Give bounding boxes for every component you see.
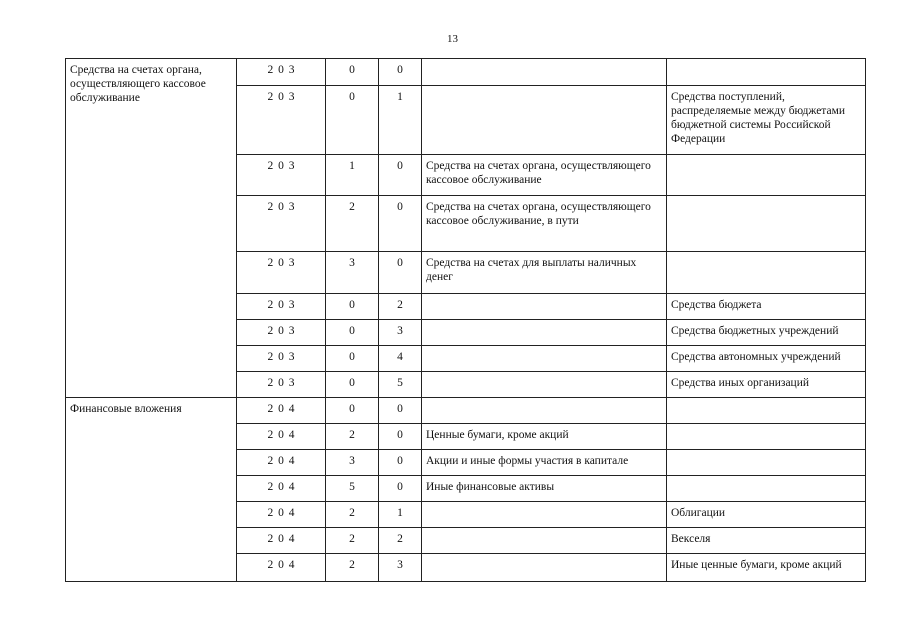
kosgu-digit-2-cell: 0: [379, 252, 422, 294]
kosgu-digit-2-cell: 0: [379, 450, 422, 476]
note-cell: [667, 476, 866, 502]
account-code-cell: 2 0 3: [237, 196, 326, 252]
account-code-cell: 2 0 3: [237, 346, 326, 372]
note-cell: [667, 424, 866, 450]
kosgu-digit-1-cell: 2: [326, 424, 379, 450]
description-cell: [422, 502, 667, 528]
description-cell: [422, 59, 667, 86]
account-code-cell: 2 0 3: [237, 155, 326, 196]
kosgu-digit-2-cell: 2: [379, 294, 422, 320]
kosgu-digit-2-cell: 0: [379, 59, 422, 86]
kosgu-digit-1-cell: 0: [326, 86, 379, 155]
note-cell: Облигации: [667, 502, 866, 528]
account-code-cell: 2 0 4: [237, 424, 326, 450]
description-cell: Средства на счетах для выплаты наличных денег: [422, 252, 667, 294]
description-cell: [422, 372, 667, 398]
account-code-cell: 2 0 3: [237, 86, 326, 155]
description-cell: [422, 528, 667, 554]
kosgu-digit-1-cell: 0: [326, 320, 379, 346]
note-cell: Векселя: [667, 528, 866, 554]
description-cell: Средства на счетах органа, осуществляющего кассовое обслуживание: [422, 155, 667, 196]
kosgu-digit-1-cell: 5: [326, 476, 379, 502]
kosgu-digit-1-cell: 2: [326, 502, 379, 528]
account-codes-table: [65, 58, 866, 582]
kosgu-digit-2-cell: 4: [379, 346, 422, 372]
kosgu-digit-1-cell: 3: [326, 252, 379, 294]
kosgu-digit-1-cell: 0: [326, 294, 379, 320]
kosgu-digit-1-cell: 1: [326, 155, 379, 196]
kosgu-digit-2-cell: 5: [379, 372, 422, 398]
account-code-cell: 2 0 4: [237, 476, 326, 502]
kosgu-digit-2-cell: 1: [379, 502, 422, 528]
kosgu-digit-1-cell: 0: [326, 398, 379, 424]
note-cell: Средства иных организаций: [667, 372, 866, 398]
kosgu-digit-1-cell: 3: [326, 450, 379, 476]
page-number: 13: [447, 33, 458, 45]
kosgu-digit-2-cell: 0: [379, 476, 422, 502]
account-code-cell: 2 0 4: [237, 450, 326, 476]
table-row: [66, 59, 866, 86]
note-cell: [667, 252, 866, 294]
account-code-cell: 2 0 4: [237, 528, 326, 554]
description-cell: [422, 554, 667, 582]
kosgu-digit-1-cell: 2: [326, 528, 379, 554]
kosgu-digit-2-cell: 0: [379, 155, 422, 196]
table-body: [66, 59, 866, 582]
kosgu-digit-1-cell: 2: [326, 554, 379, 582]
account-code-cell: 2 0 3: [237, 294, 326, 320]
note-cell: Средства бюджета: [667, 294, 866, 320]
account-code-cell: 2 0 4: [237, 554, 326, 582]
account-code-cell: 2 0 3: [237, 252, 326, 294]
table-row: [66, 398, 866, 424]
kosgu-digit-2-cell: 1: [379, 86, 422, 155]
note-cell: [667, 196, 866, 252]
note-cell: [667, 155, 866, 196]
description-cell: [422, 398, 667, 424]
note-cell: Средства автономных учреждений: [667, 346, 866, 372]
description-cell: [422, 294, 667, 320]
note-cell: [667, 398, 866, 424]
note-cell: [667, 59, 866, 86]
kosgu-digit-2-cell: 2: [379, 528, 422, 554]
kosgu-digit-2-cell: 3: [379, 320, 422, 346]
description-cell: Ценные бумаги, кроме акций: [422, 424, 667, 450]
account-code-cell: 2 0 4: [237, 398, 326, 424]
kosgu-digit-1-cell: 2: [326, 196, 379, 252]
kosgu-digit-2-cell: 0: [379, 196, 422, 252]
description-cell: [422, 320, 667, 346]
kosgu-digit-2-cell: 3: [379, 554, 422, 582]
account-code-cell: 2 0 3: [237, 372, 326, 398]
kosgu-digit-2-cell: 0: [379, 398, 422, 424]
kosgu-digit-1-cell: 0: [326, 59, 379, 86]
note-cell: Средства бюджетных учреждений: [667, 320, 866, 346]
kosgu-digit-1-cell: 0: [326, 372, 379, 398]
description-cell: Иные финансовые активы: [422, 476, 667, 502]
account-code-cell: 2 0 3: [237, 320, 326, 346]
description-cell: Акции и иные формы участия в капитале: [422, 450, 667, 476]
kosgu-digit-2-cell: 0: [379, 424, 422, 450]
description-cell: [422, 346, 667, 372]
note-cell: Иные ценные бумаги, кроме акций: [667, 554, 866, 582]
group-name-cell: Финансовые вложения: [66, 398, 237, 582]
note-cell: Средства поступлений, распределяемые между бюджетами бюджетной системы Российской Федерации: [667, 86, 866, 155]
account-code-cell: 2 0 3: [237, 59, 326, 86]
group-name-cell: Средства на счетах органа, осуществляющего кассовое обслуживание: [66, 59, 237, 398]
description-cell: Средства на счетах органа, осуществляющего кассовое обслуживание, в пути: [422, 196, 667, 252]
note-cell: [667, 450, 866, 476]
account-code-cell: 2 0 4: [237, 502, 326, 528]
kosgu-digit-1-cell: 0: [326, 346, 379, 372]
description-cell: [422, 86, 667, 155]
